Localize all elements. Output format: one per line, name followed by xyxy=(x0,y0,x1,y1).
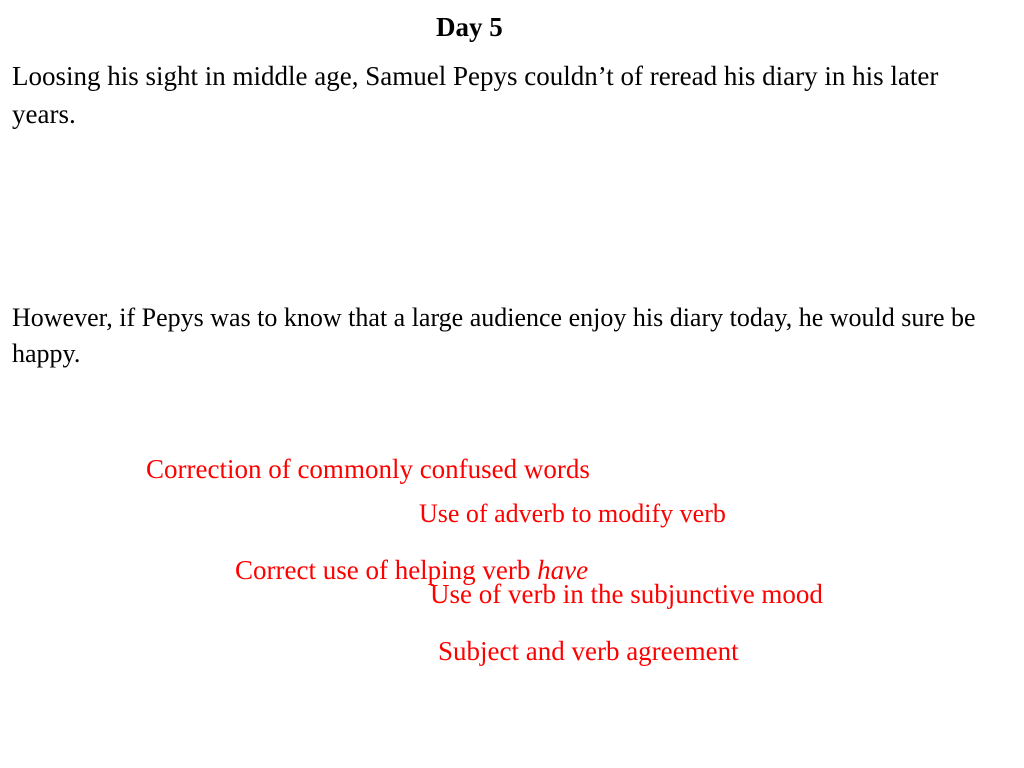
sentence-2: However, if Pepys was to know that a large audience enjoy his diary today, he would sure be happy. xyxy=(12,303,976,368)
note-confused-words: Correction of commonly confused words xyxy=(146,454,590,484)
note-helping-verb-word: have xyxy=(537,555,589,585)
note-adverb: Use of adverb to modify verb xyxy=(419,499,726,528)
note-helping-verb-text: Correct use of helping verb xyxy=(235,555,538,585)
sentence-1: Loosing his sight in middle age, Samuel Pepys couldn’t of reread his diary in his later years. xyxy=(12,61,939,129)
note-subjunctive: Use of verb in the subjunctive mood xyxy=(430,579,823,609)
note-agreement: Subject and verb agreement xyxy=(438,636,739,666)
page-title: Day 5 xyxy=(436,12,503,42)
